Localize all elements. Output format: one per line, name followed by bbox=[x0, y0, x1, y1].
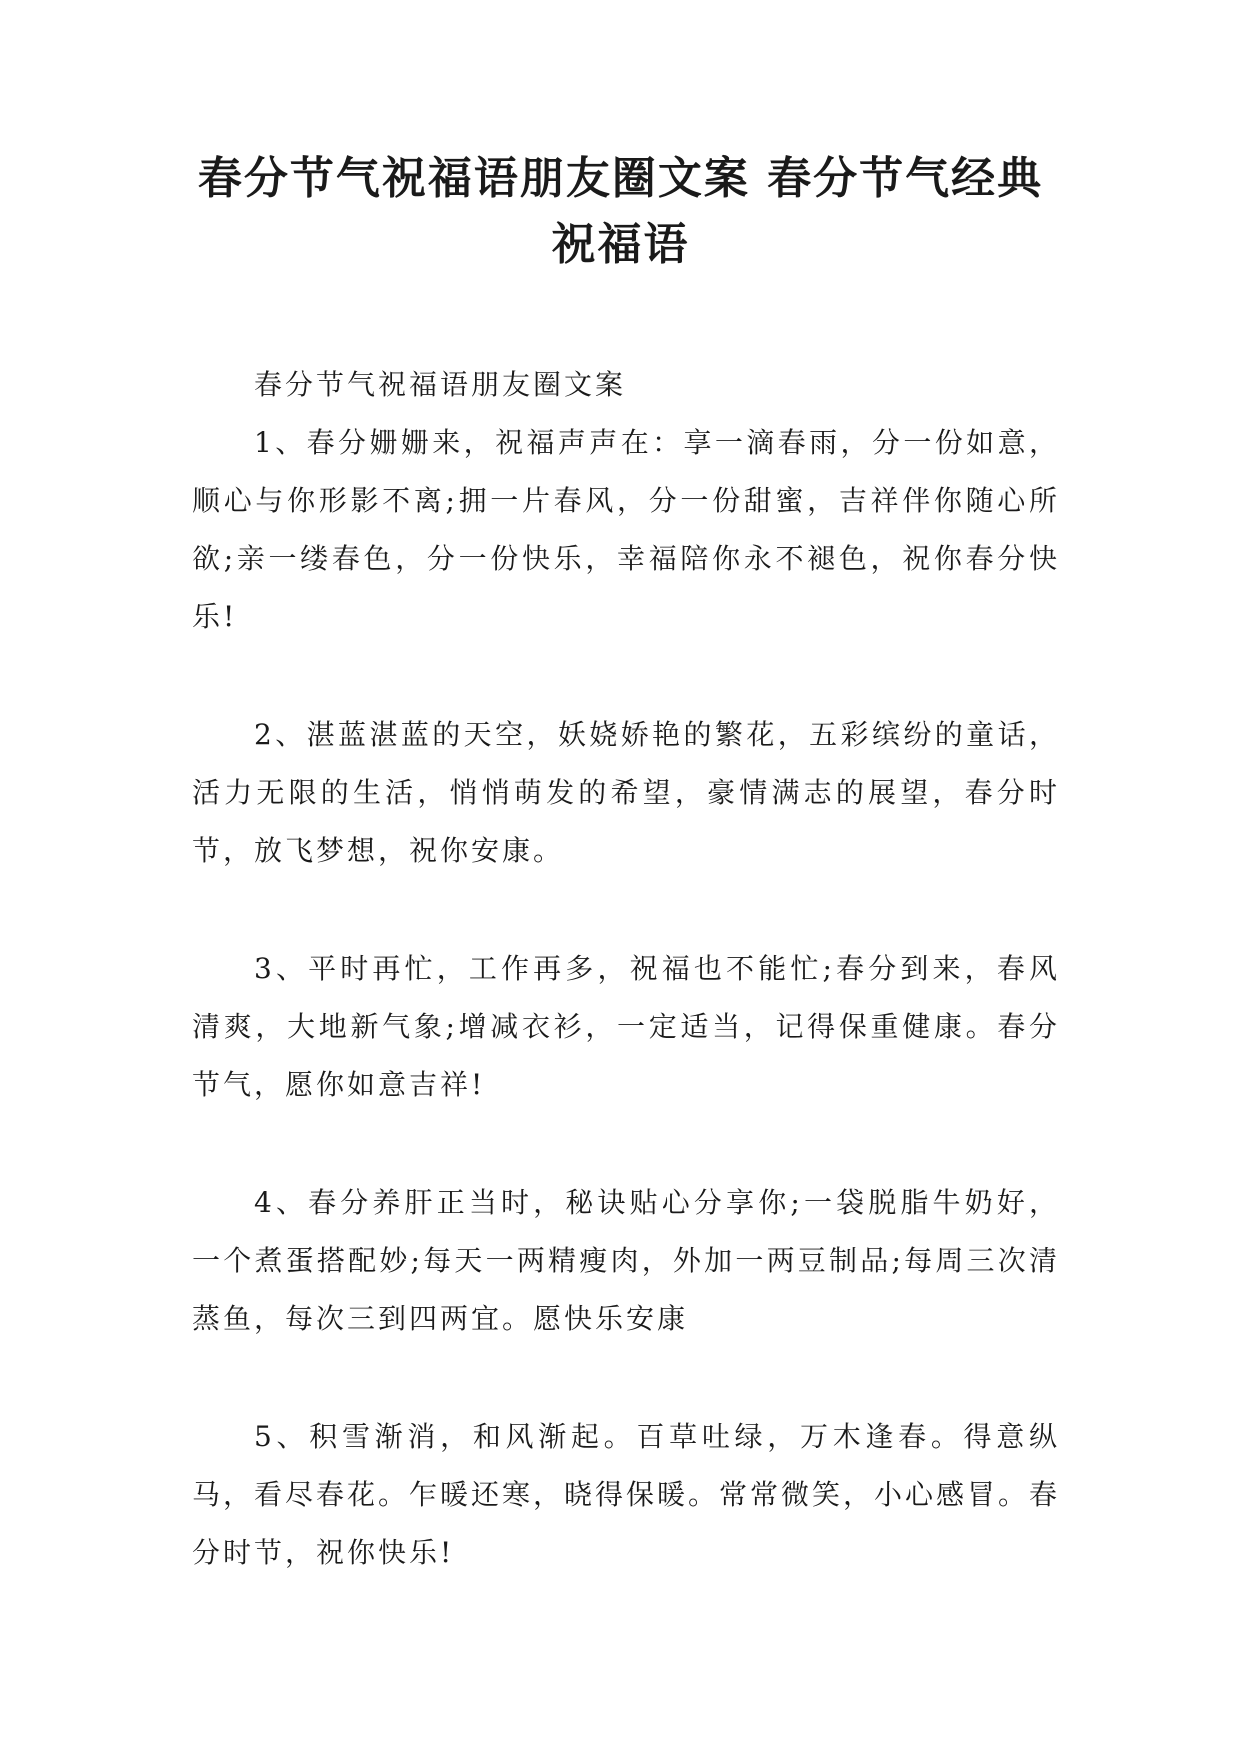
blessing-item-1: 1、春分姗姗来，祝福声声在：享一滴春雨，分一份如意，顺心与你形影不离;拥一片春风，分一份甜蜜，吉祥伴你随心所欲;亲一缕春色，分一份快乐，幸福陪你永不褪色，祝你春分快乐! bbox=[192, 426, 1060, 633]
title-line-2: 祝福语 bbox=[551, 219, 690, 270]
title-line-1: 春分节气祝福语朋友圈文案 春分节气经典 bbox=[197, 153, 1044, 204]
blessing-item-2: 2、湛蓝湛蓝的天空，妖娆娇艳的繁花，五彩缤纷的童话，活力无限的生活，悄悄萌发的希望，豪情满志的展望，春分时节，放飞梦想，祝你安康。 bbox=[192, 718, 1060, 867]
document-title bbox=[150, 146, 1091, 278]
section-subtitle: 春分节气祝福语朋友圈文案 bbox=[254, 368, 627, 401]
blessing-item-4: 4、春分养肝正当时，秘诀贴心分享你;一袋脱脂牛奶好，一个煮蛋搭配妙;每天一两精瘦肉，外加一两豆制品;每周三次清蒸鱼，每次三到四两宜。愿快乐安康 bbox=[192, 1186, 1060, 1335]
blessing-item-3: 3、平时再忙，工作再多，祝福也不能忙;春分到来，春风清爽，大地新气象;增减衣衫，一定适当，记得保重健康。春分节气，愿你如意吉祥! bbox=[192, 952, 1060, 1101]
blessing-item-5: 5、积雪渐消，和风渐起。百草吐绿，万木逢春。得意纵马，看尽春花。乍暖还寒，晓得保暖。常常微笑，小心感冒。春分时节，祝你快乐! bbox=[192, 1420, 1061, 1569]
document-body bbox=[192, 356, 1060, 1582]
